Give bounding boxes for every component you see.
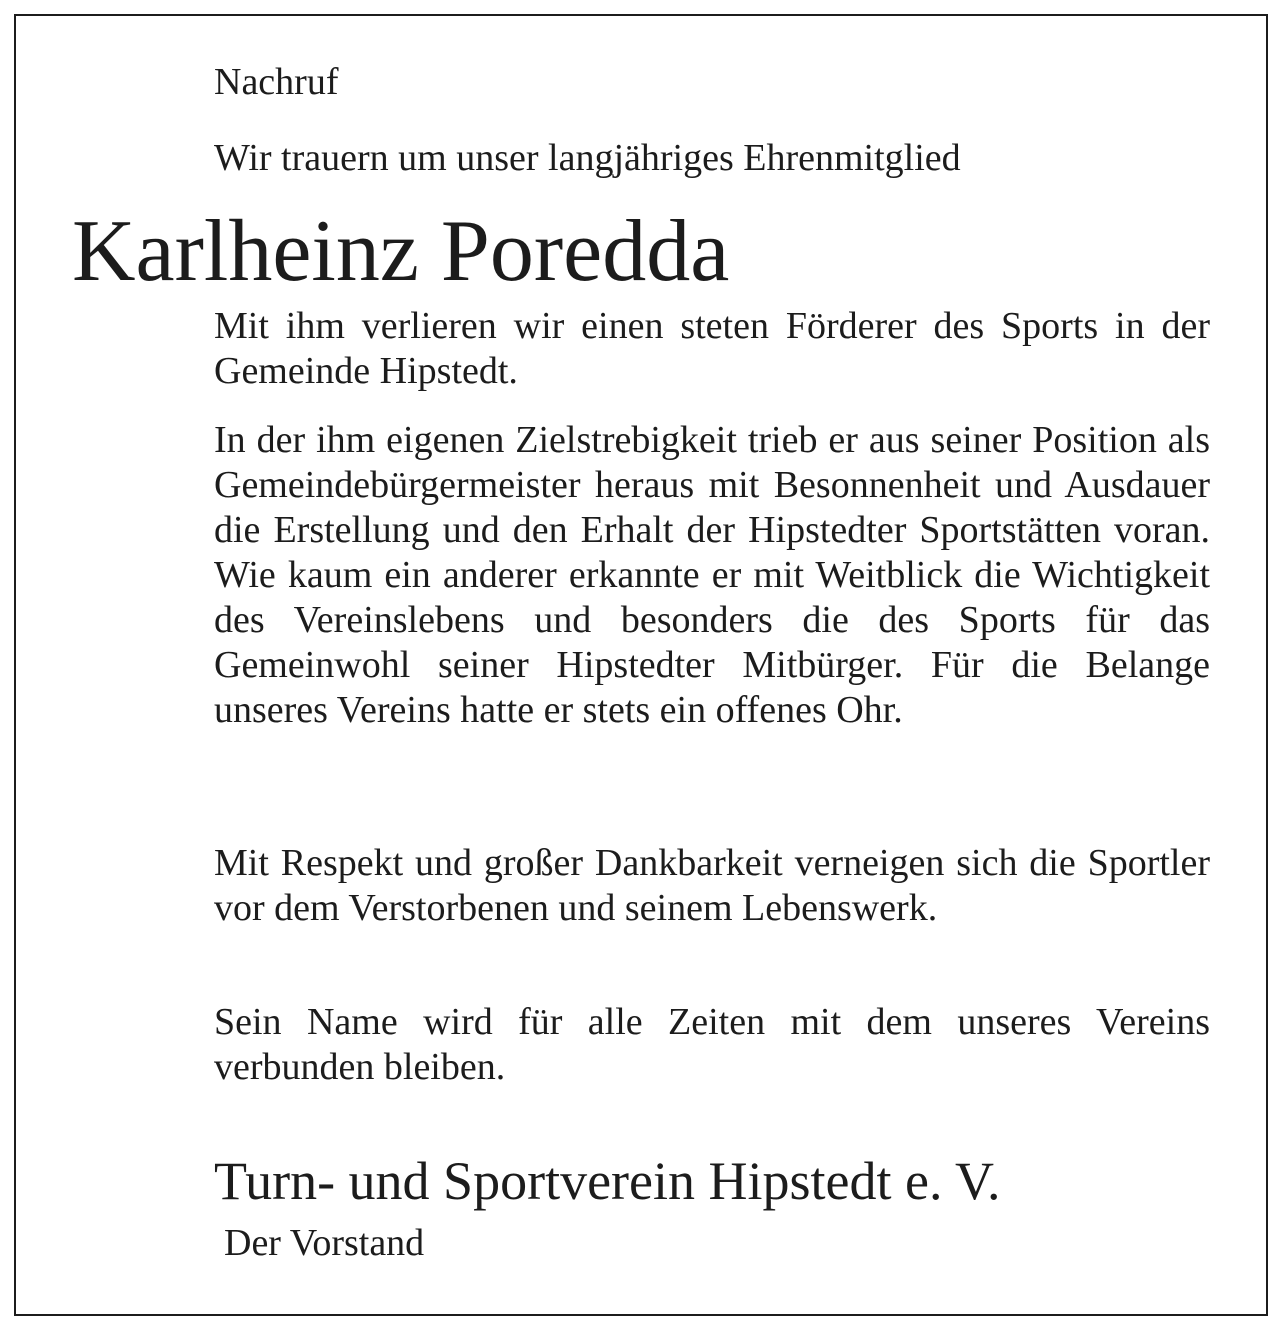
board-signature: Der Vorstand (224, 1222, 425, 1264)
paragraph-4: Sein Name wird für alle Zeiten mit dem unseres Vereins verbunden bleiben. (214, 1001, 1210, 1088)
paragraph-1: Mit ihm verlieren wir einen steten Förderer des Sports in der Gemeinde Hipstedt. (214, 305, 1210, 392)
notice-intro: Wir trauern um unser langjähriges Ehrenmitglied (214, 137, 961, 179)
paragraph-3: Mit Respekt und großer Dankbarkeit verneigen sich die Sportler vor dem Verstorbenen und seinem Lebenswerk. (214, 842, 1210, 929)
club-name: Turn- und Sportverein Hipstedt e. V. (214, 1151, 1001, 1211)
obituary-frame (14, 14, 1268, 1316)
paragraph-2: In der ihm eigenen Zielstrebigkeit trieb er aus seiner Position als Gemeindebürgermeister heraus mit Besonnenheit und Ausdauer die Erstellung und den Erhalt der Hipstedter Sportstätten voran. Wie kaum ein anderer erkannte er mit Weitblick die Wichtigkeit des Vereinslebens und besonders die des Sports für das Gemeinwohl seiner Hipstedter Mitbürger. Für die Belange unseres Vereins hatte er stets ein offenes Ohr. (214, 419, 1210, 731)
deceased-name: Karlheinz Poredda (72, 203, 730, 300)
notice-label: Nachruf (214, 61, 339, 103)
